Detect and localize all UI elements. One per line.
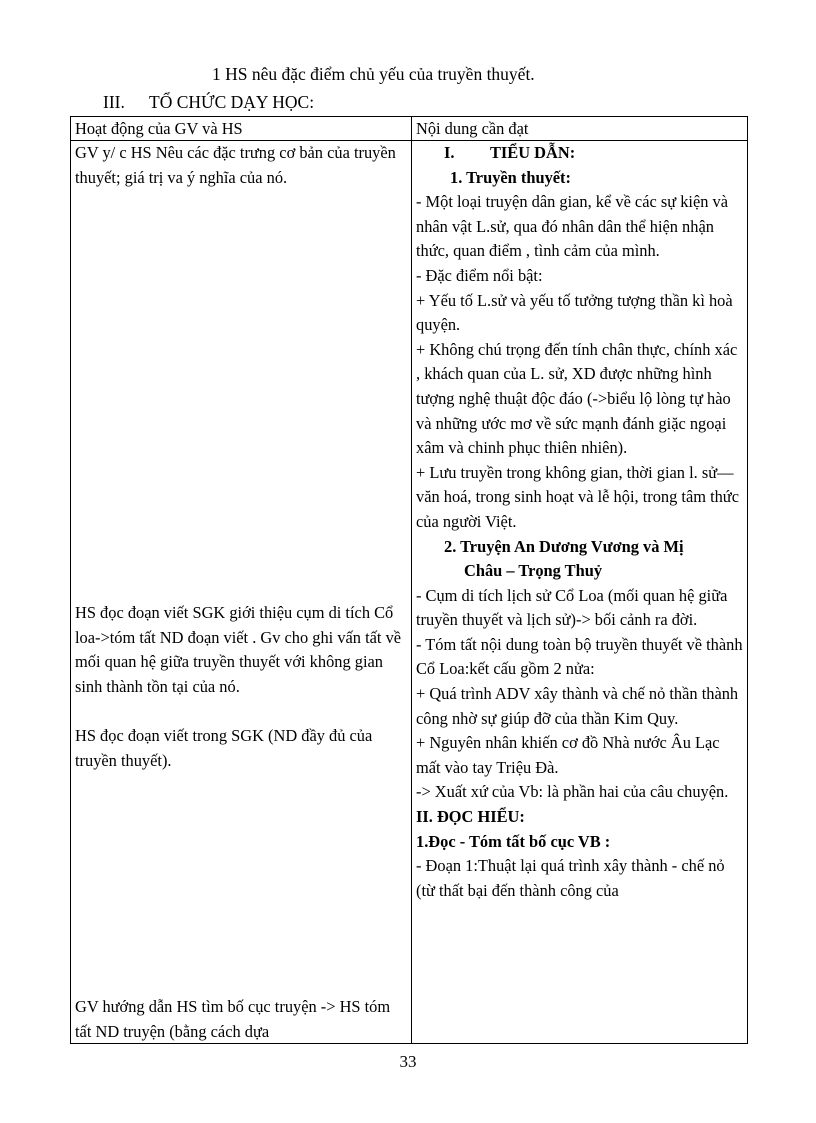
activity-block-2b: HS đọc đoạn viết trong SGK (ND đầy đủ của truyền thuyết). [75, 726, 373, 770]
lesson-table [70, 116, 748, 1044]
section-number: III. [103, 92, 125, 112]
activity-block-2: HS đọc đoạn viết SGK giới thiệu cụm di tích Cổ loa->tóm tất ND đoạn viết . Gv cho ghi vấn tất về mối quan hệ giữa truyền thuyết với không gian sinh thành tồn tại của nó. [75, 603, 402, 696]
content-para-7: - Tóm tất nội dung toàn bộ truyền thuyết về thành Cổ Loa:kết cấu gồm 2 nửa: [416, 634, 743, 679]
header-content: Nội dung cần đạt [412, 117, 748, 141]
heading-bo-cuc: 1.Đọc - Tóm tất bố cục VB : [416, 831, 611, 851]
content-para-3: + Yếu tố L.sử và yếu tố tưởng tượng thần kì hoà quyện. [416, 290, 733, 335]
content-column [416, 141, 743, 1043]
heading-tieu-dan [416, 141, 743, 166]
header-activities: Hoạt động của GV và HS [71, 117, 412, 141]
page-number: 33 [399, 1052, 417, 1071]
activities-cell [71, 141, 412, 1044]
content-para-5: + Lưu truyền trong không gian, thời gian l. sử—văn hoá, trong sinh hoạt và lễ hội, trong tâm thức của người Việt. [416, 462, 739, 531]
content-para-2: - Đặc điểm nổi bật: [416, 265, 543, 285]
activity-block-1: GV y/ c HS Nêu các đặc trưng cơ bản của truyền thuyết; giá trị va ý nghĩa của nó. [75, 143, 396, 187]
content-para-9: + Nguyên nhân khiến cơ đồ Nhà nước Âu Lạc mất vào tay Triệu Đà. [416, 733, 720, 777]
heading-truyen-thuyet: 1. Truyền thuyết: [450, 167, 571, 187]
activity-block-3: GV hướng dẫn HS tìm bố cục truyện -> HS tóm tất ND truyện (bằng cách dựa [75, 997, 391, 1041]
content-para-10: -> Xuất xứ của Vb: là phần hai của câu chuyện. [416, 782, 729, 802]
content-para-6: - Cụm di tích lịch sử Cổ Loa (mối quan hệ giữa truyền thuyết và lịch sử)-> bối cảnh ra đời. [416, 585, 728, 630]
objective-line: 1 HS nêu đặc điểm chủ yếu của truyền thuyết. [212, 64, 535, 84]
table-body-row [71, 141, 748, 1044]
heading-an-duong-vuong-cont: Châu – Trọng Thuỷ [464, 561, 603, 581]
content-para-4: + Không chú trọng đến tính chân thực, chính xác , khách quan của L. sử, XD được những hình tượng nghệ thuật độc đáo (->biểu lộ lòng tự hào và những ước mơ về sức mạnh đánh giặc ngoại xâm và chinh phục thiên nhiên). [416, 339, 738, 458]
content-para-1: - Một loại truyện dân gian, kể về các sự kiện và nhân vật L.sử, qua đó nhân dân thể hiện nhận thức, quan điểm , tình cảm của mình. [416, 192, 729, 261]
heading-an-duong-vuong: 2. Truyện An Dương Vương và Mị [444, 536, 684, 556]
content-para-8: + Quá trình ADV xây thành và chế nỏ thần thành công nhờ sự giúp đỡ của thần Kim Quy. [416, 684, 739, 728]
content-cell [412, 141, 748, 1044]
section-heading [103, 92, 314, 113]
section-title: TỔ CHỨC DẠY HỌC: [149, 92, 315, 112]
heading-tieu-dan-number: I. [444, 143, 455, 162]
table-header-row [71, 117, 748, 141]
heading-doc-hieu: II. ĐỌC HIỂU: [416, 807, 525, 827]
content-para-11: - Đoạn 1:Thuật lại quá trình xây thành - chế nỏ (từ thất bại đến thành công của [416, 856, 725, 900]
heading-tieu-dan-title: TIỂU DẪN: [490, 143, 576, 162]
